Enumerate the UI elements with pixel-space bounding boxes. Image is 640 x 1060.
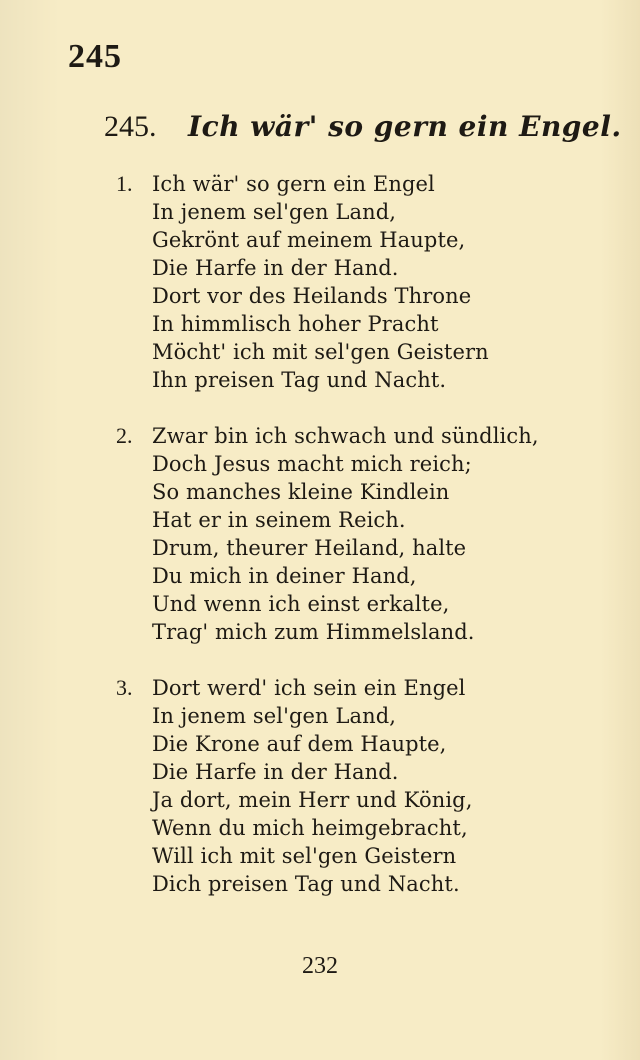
verse-line: Möcht' ich mit sel'gen Geistern	[152, 340, 489, 364]
hymn-title	[104, 112, 622, 142]
verse-line: Ja dort, mein Herr und König,	[152, 788, 473, 812]
verse-line: In jenem sel'gen Land,	[152, 704, 397, 728]
verse-line: Du mich in deiner Hand,	[152, 564, 417, 588]
running-header-hymn-number: 245	[68, 38, 122, 75]
verse-line: Hat er in seinem Reich.	[152, 508, 406, 532]
stanza-lines	[152, 422, 539, 646]
hymn-title-text: Ich wär' so gern ein Engel.	[188, 110, 622, 143]
verse-line: Die Harfe in der Hand.	[152, 256, 399, 280]
verse-line: Dort vor des Heilands Throne	[152, 284, 472, 308]
verse-line: In jenem sel'gen Land,	[152, 200, 397, 224]
verse-line: Drum, theurer Heiland, halte	[152, 536, 467, 560]
verse-line: Die Krone auf dem Haupte,	[152, 732, 447, 756]
verse-line: Und wenn ich einst erkalte,	[152, 592, 450, 616]
stanza-number: 1.	[116, 171, 133, 196]
stanza-lines	[152, 170, 489, 394]
stanza-number: 2.	[116, 423, 133, 448]
verse-line: Wenn du mich heimgebracht,	[152, 816, 468, 840]
verse-line: Trag' mich zum Himmelsland.	[152, 620, 475, 644]
hymn-title-number: 245.	[104, 110, 157, 143]
verse-line: Ihn preisen Tag und Nacht.	[152, 368, 447, 392]
stanza-number: 3.	[116, 675, 133, 700]
verse-line: So manches kleine Kindlein	[152, 480, 450, 504]
stanza-lines	[152, 674, 472, 898]
verse-line: Zwar bin ich schwach und sündlich,	[152, 424, 539, 448]
page-number: 232	[302, 953, 338, 979]
verse-line: In himmlisch hoher Pracht	[152, 312, 439, 336]
verse-line: Die Harfe in der Hand.	[152, 760, 399, 784]
verse-line: Will ich mit sel'gen Geistern	[152, 844, 457, 868]
verse-line: Doch Jesus macht mich reich;	[152, 452, 472, 476]
verse-line: Dort werd' ich sein ein Engel	[152, 676, 466, 700]
verse-line: Dich preisen Tag und Nacht.	[152, 872, 460, 896]
verse-line: Ich wär' so gern ein Engel	[152, 172, 435, 196]
verse-line: Gekrönt auf meinem Haupte,	[152, 228, 466, 252]
